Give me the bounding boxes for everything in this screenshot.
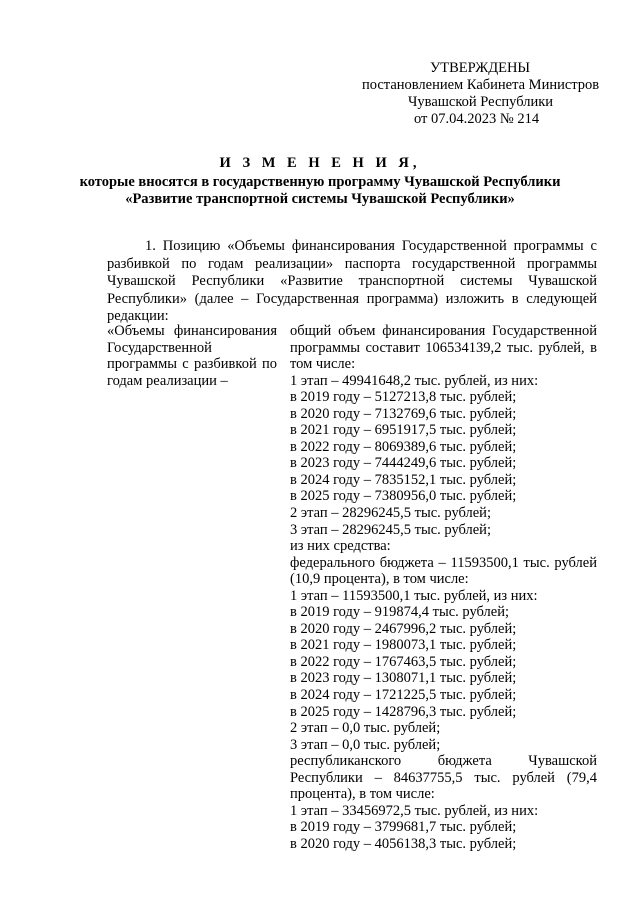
funding-line: в 2021 году – 6951917,5 тыс. рублей; [290, 422, 517, 439]
paragraph-1-text: 1. Позицию «Объемы финансирования Государственной программы с разбивкой по годам реализации» паспорта государственной программы Чувашской Республики «Развитие транспортной системы Чувашской Республики» (далее – Государственная программа) изложить в следующей редакции: [107, 238, 597, 324]
funding-line: в 2025 году – 7380956,0 тыс. рублей; [290, 488, 517, 505]
approval-republic: Чувашской Республики [408, 94, 554, 110]
funding-line: 1 этап – 11593500,1 тыс. рублей, из них: [290, 587, 538, 604]
title-subtitle-2: «Развитие транспортной системы Чувашской Республики» [125, 191, 515, 207]
left-cell-text: «Объемы финансирования Государственной программы с разбивкой по годам реализации [107, 323, 277, 389]
paragraph-1 [107, 238, 597, 326]
funding-line: в 2020 году – 7132769,6 тыс. рублей; [290, 405, 517, 422]
funding-line: 1 этап – 49941648,2 тыс. рублей, из них: [290, 372, 539, 389]
funding-line: 2 этап – 0,0 тыс. рублей; [290, 720, 441, 737]
funding-line: в 2024 году – 7835152,1 тыс. рублей; [290, 471, 517, 488]
table-left-cell [107, 323, 277, 389]
funding-line: в 2023 году – 7444249,6 тыс. рублей; [290, 455, 517, 472]
funding-line: в 2023 году – 1308071,1 тыс. рублей; [290, 670, 517, 687]
federal-budget: федерального бюджета – 11593500,1 тыс. рублей (10,9 процента), в том числе: [290, 554, 597, 588]
funding-line: в 2025 году – 1428796,3 тыс. рублей; [290, 703, 517, 720]
funding-line: в 2019 году – 3799681,7 тыс. рублей; [290, 819, 517, 836]
funding-line: 1 этап – 33456972,5 тыс. рублей, из них: [290, 802, 539, 819]
funding-line: в 2021 году – 1980073,1 тыс. рублей; [290, 637, 517, 654]
approval-heading: УТВЕРЖДЕНЫ [430, 60, 531, 76]
funding-line: в 2019 году – 5127213,8 тыс. рублей; [290, 389, 517, 406]
funding-line: в 2019 году – 919874,4 тыс. рублей; [290, 604, 510, 621]
funding-line: 3 этап – 28296245,5 тыс. рублей; [290, 521, 491, 538]
republican-budget: республиканского бюджета Чувашской Республики – 84637755,5 тыс. рублей (79,4 процента), в том числе: [290, 753, 597, 803]
funding-line: в 2020 году – 4056138,3 тыс. рублей; [290, 835, 517, 852]
title-changes: И З М Е Н Е Н И Я, [219, 155, 421, 171]
left-cell-dash: – [220, 372, 228, 389]
funding-line: в 2020 году – 2467996,2 тыс. рублей; [290, 620, 517, 637]
approval-date-number: от 07.04.2023 № 214 [414, 111, 540, 127]
funding-line: в 2022 году – 8069389,6 тыс. рублей; [290, 438, 517, 455]
funding-line: в 2022 году – 1767463,5 тыс. рублей; [290, 653, 517, 670]
document-title [0, 155, 640, 208]
funding-line: в 2024 году – 1721225,5 тыс. рублей; [290, 687, 517, 704]
funding-line: 2 этап – 28296245,5 тыс. рублей; [290, 505, 491, 522]
title-subtitle-1: которые вносятся в государственную программу Чувашской Республики [79, 174, 561, 190]
funding-line: 3 этап – 0,0 тыс. рублей; [290, 736, 441, 753]
approval-authority: постановлением Кабинета Министров [362, 77, 600, 93]
table-right-cell [290, 323, 597, 853]
funding-line: из них средства: [290, 538, 391, 555]
funding-total: общий объем финансирования Государственной программы составит 106534139,2 тыс. рублей, в том числе: [290, 323, 597, 373]
